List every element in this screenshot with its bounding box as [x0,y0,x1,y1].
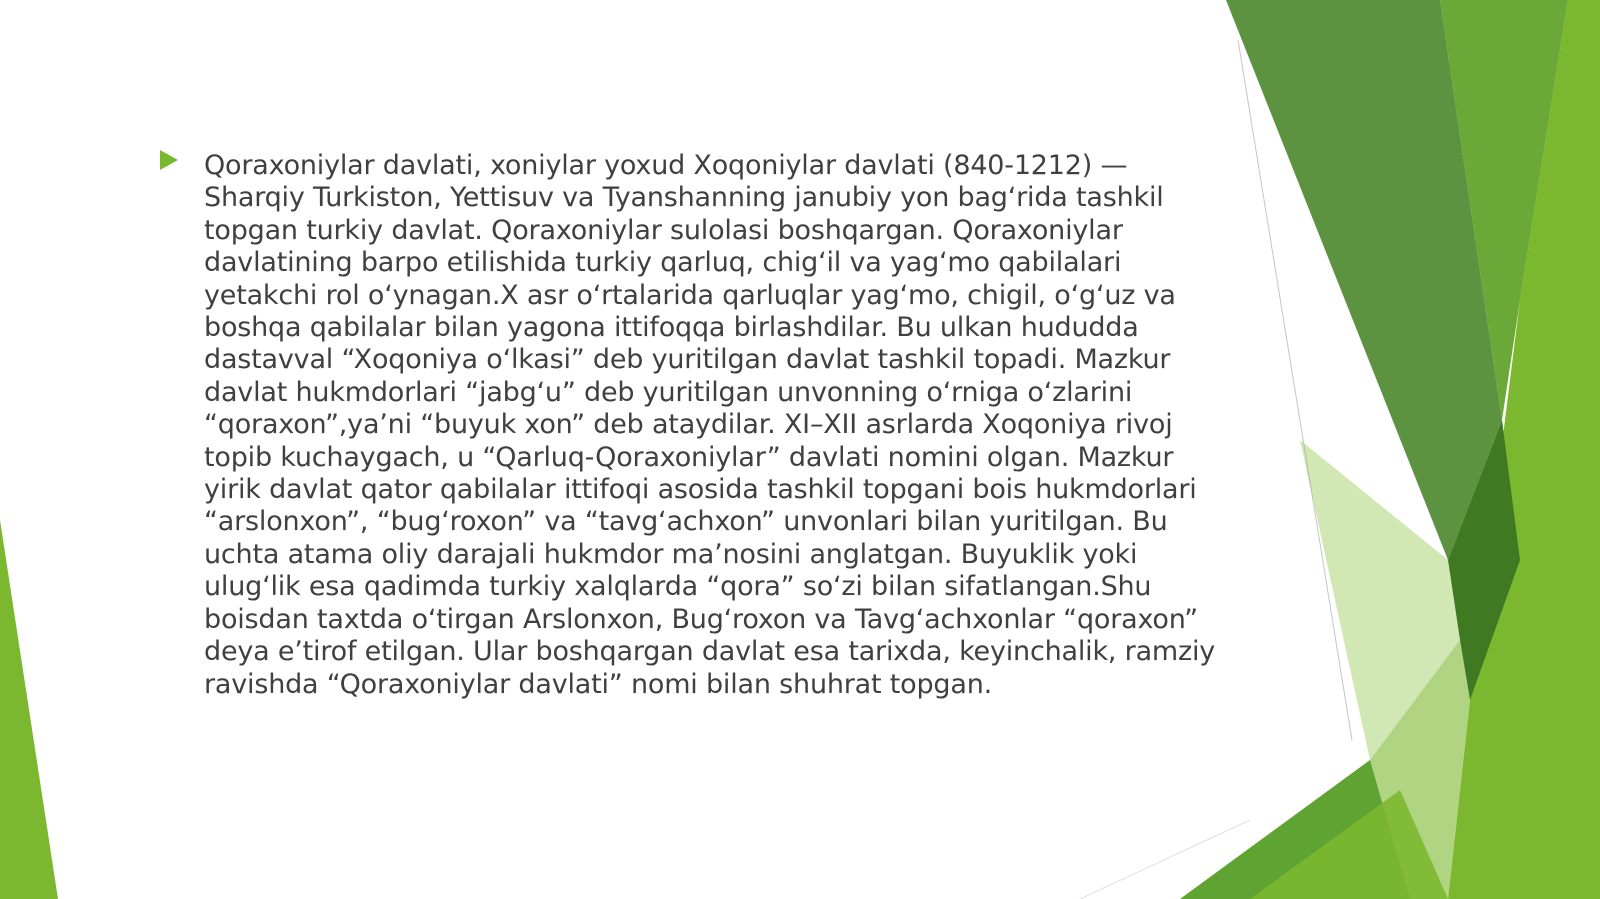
bullet-item [160,150,1220,701]
bullet-text: Qoraxoniylar davlati, xoniylar yoxud Xoqoniylar davlati (840-1212) — Sharqiy Turkiston, Yettisuv va Tyanshanning janubiy yon bagʻrida tashkil topgan turkiy davlat. Qoraxoniylar sulolasi boshqargan. Qoraxoniylar davlatining barpo etilishida turkiy qarluq, chigʻil va yagʻmo qabilalari yetakchi rol oʻynagan.X asr oʻrtalarida qarluqlar yagʻmo, chigil, oʻgʻuz va boshqa qabilalar bilan yagona ittifoqqa birlashdilar. Bu ulkan hududda dastavval “Xoqoniya oʻlkasi” deb yuritilgan davlat tashkil topadi. Mazkur davlat hukmdorlari “jabgʻu” deb yuritilgan unvonning oʻrniga oʻzlarini “qoraxon”,yaʼni “buyuk xon” deb ataydilar. XI–XII asrlarda Xoqoniya rivoj topib kuchaygach, u “Qarluq-Qoraxoniylar” davlati nomini olgan. Mazkur yirik davlat qator qabilalar ittifoqi asosida tashkil topgani bois hukmdorlari “arslonxon”, “bugʻroxon” va “tavgʻachxon” unvonlari bilan yuritilgan. Bu uchta atama oliy darajali hukmdor maʼnosini anglatgan. Buyuklik yoki ulugʻlik esa qadimda turkiy xalqlarda “qora” soʻzi bilan sifatlangan.Shu boisdan taxtda oʻtirgan Arslonxon, Bugʻroxon va Tavgʻachxonlar “qoraxon” deya eʼtirof etilgan. Ular boshqargan davlat esa tarixda, keyinchalik, ramziy ravishda “Qoraxoniylar davlati” nomi bilan shuhrat topgan. [204,150,1216,700]
left-green-sliver [0,520,58,899]
triangle-bullet-icon [160,150,178,170]
